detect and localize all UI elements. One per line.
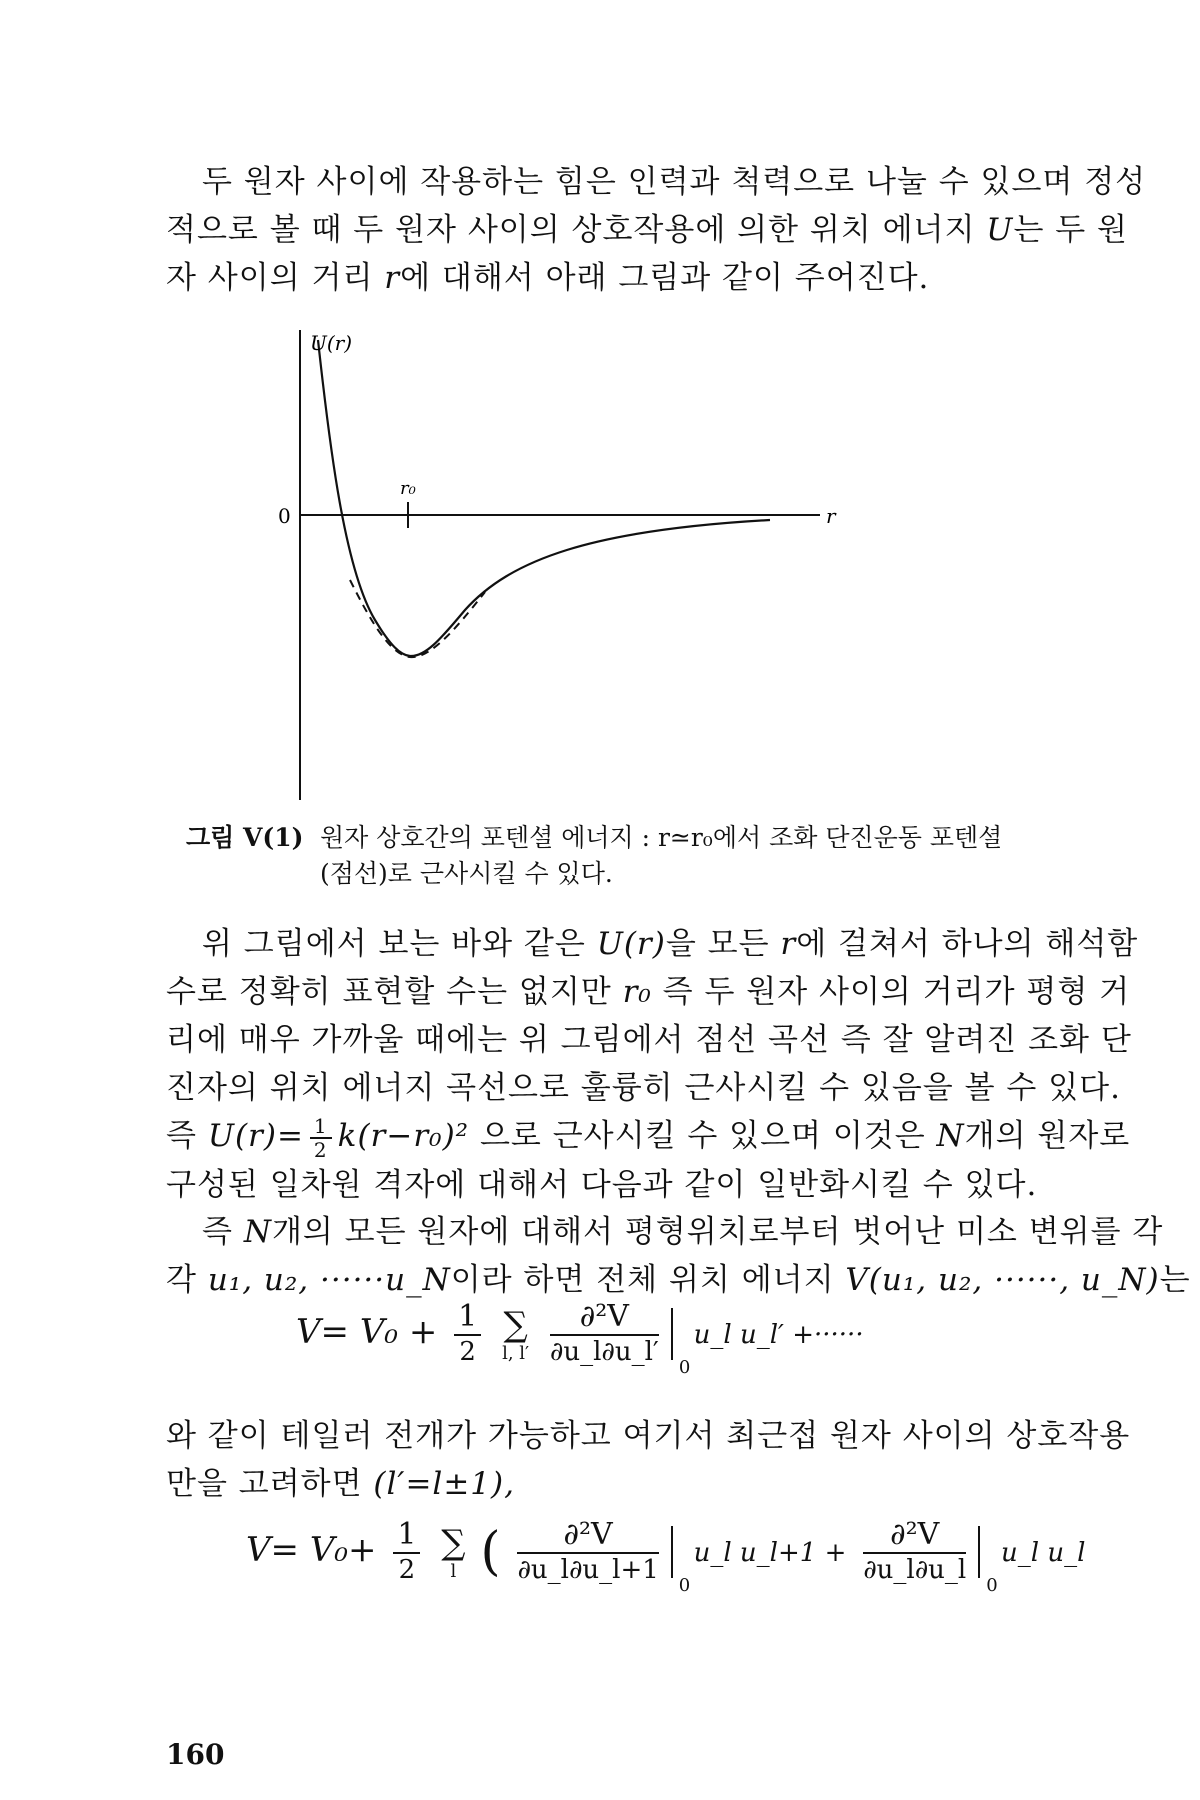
caption-text: 원자 상호간의 포텐셜 에너지 : r≃r₀에서 조화 단진운동 포텐셜 [320,823,1003,852]
text-line: 리에 매우 가까울 때에는 위 그림에서 점선 곡선 즉 잘 알려진 조화 단 [166,1022,1132,1058]
text-line: 두 원자 사이에 작용하는 힘은 인력과 척력으로 나눌 수 있으며 정성 [202,164,1147,200]
paragraph-displacement [166,1208,1191,1304]
text-line: 즉 N개의 모든 원자에 대해서 평형위치로부터 벗어난 미소 변위를 각 [202,1214,1164,1250]
potential-energy-figure [278,330,990,810]
paragraph-nearest-neighbor [166,1412,1131,1508]
y-axis-label: U(r) [310,331,353,355]
figure-caption [186,820,1046,892]
zero-label: 0 [278,504,291,528]
text-line: 위 그림에서 보는 바와 같은 U(r)을 모든 r에 걸쳐서 하나의 해석함 [202,926,1139,962]
caption-text-continued: (점선)로 근사시킬 수 있다. [320,859,613,888]
text-line: 만을 고려하면 (l′=l±1), [166,1466,515,1502]
text-line: 진자의 위치 에너지 곡선으로 훌륭히 근사시킬 수 있음을 볼 수 있다. [166,1070,1121,1106]
text-line: 즉 U(r)= $\frac{1}{2}$ k(r−r₀)² 으로 근사시킬 수 있으며 이것은 N개의 원자로 [166,1113,1131,1162]
potential-curve [318,340,770,656]
symbol-U: U [986,212,1014,248]
paragraph-intro [166,158,1147,302]
equation-taylor-expansion: V= V₀ + $\frac{1}{2}$ ∑ l, l′ $\frac{\text{∂²V}}{\partial u\_l\partial u\_l'}$ 0 u_l u_l′ +······ [296,1299,864,1378]
text-line: 자 사이의 거리 r에 대해서 아래 그림과 같이 주어진다. [166,260,930,296]
text-line: 적으로 볼 때 두 원자 사이의 상호작용에 의한 위치 에너지 U는 두 원 [166,212,1128,248]
page-number: 160 [166,1738,225,1771]
r0-label: r₀ [400,478,416,499]
paragraph-approximation [166,920,1139,1209]
harmonic-approximation-curve [350,580,485,657]
symbol-r: r [384,260,401,296]
equation-nearest-neighbor: V= V₀+ $\frac{1}{2}$ ∑ l ( $\frac{\text{∂²V}}{\partial u\_l\partial u\_l+1}$ 0 u_l u_l+1 + $\frac{\text{∂²V}}{\partial u\_l\partial u\_l}$ 0 u_l u_l [246,1517,1086,1596]
text-line: 와 같이 테일러 전개가 가능하고 여기서 최근접 원자 사이의 상호작용 [166,1418,1131,1454]
x-axis-label: r [826,504,836,528]
text-line: 각 u₁, u₂, ······u_N이라 하면 전체 위치 에너지 V(u₁, u₂, ······, u_N)는 [166,1262,1191,1298]
potential-curve-plot [278,330,990,810]
text-line: 수로 정확히 표현할 수는 없지만 r₀ 즉 두 원자 사이의 거리가 평형 거 [166,974,1131,1010]
text-line: 구성된 일차원 격자에 대해서 다음과 같이 일반화시킬 수 있다. [166,1166,1038,1203]
caption-label: 그림 V(1) [186,823,304,852]
